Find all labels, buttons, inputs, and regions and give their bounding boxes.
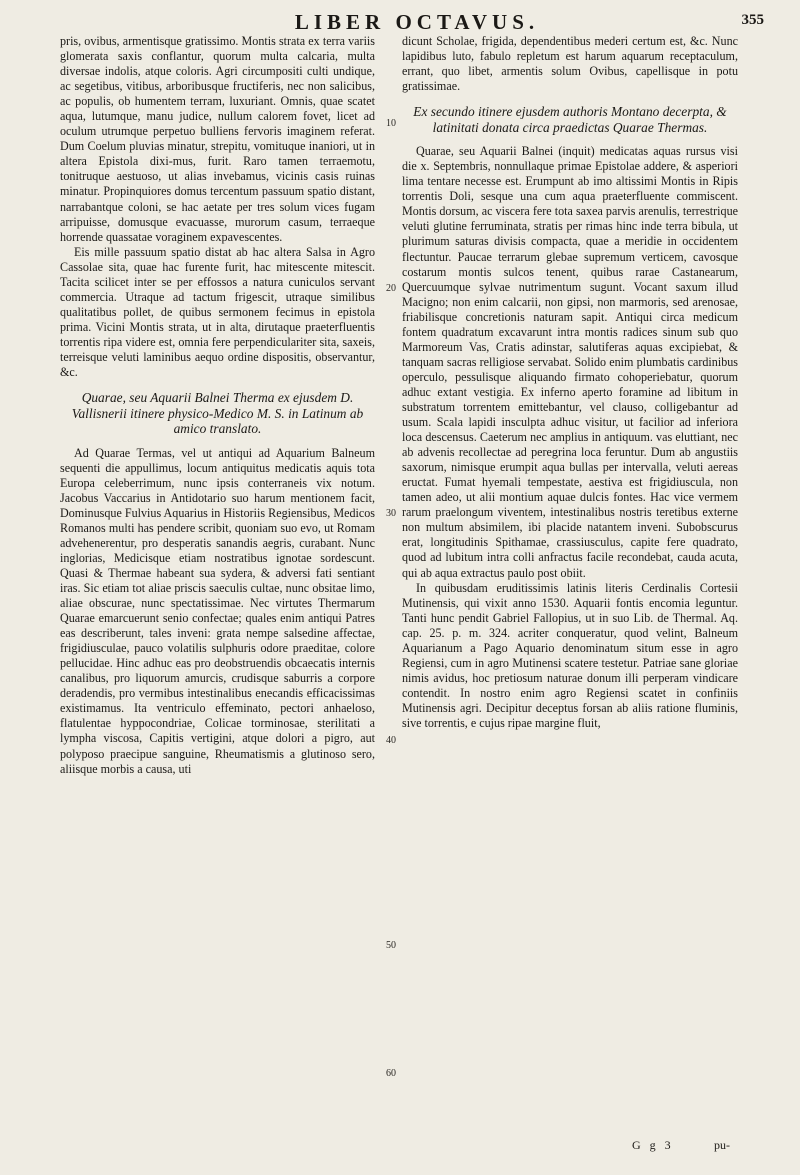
line-number: 10 [386,118,396,129]
catchword: pu- [714,1138,730,1152]
right-column [402,34,738,731]
right-paragraph-2: Quarae, seu Aquarii Balnei (inquit) medicatas aquas rursus visi die x. Septembris, nonnullaque primae Epistolae addere, & asperiori lima tentare necesse est. Erumpunt ab imo altissimi Montis in Ripis torrentis Doli, sesque una cum aqua praeterfluente commiscent. Montis dorsum, ac viscera fere tota saxea parvis arenulis, terrestrique veluti glutine ferruminata, stratis per rimas hinc inde terra bibula, ut plurimum saturas divisis compacta, quae a meridie in occidentem flectuntur. Paucae terrarum glebae supremum verticem, cavosque costarum montis sulcos tenent, quibus rarae Castanearum, Quercuumque sylvae nutrimentum sugunt. Vocant saxum illud Macigno; non enim calcarii, non gipsi, non marmoris, sed arenosae, friabilisque concretionis naturam sapit. Antiqui circa medicum fontem quadratum excavarunt intra montis radices sinum sub quo Marmoreum Vas, Cratis adinstar, salutiferas aquas excipiebat, & tanquam sacras relligiose servabat. Solido enim plumbatis cardinibus operculo, pessulisque aliquando firmato cohoperiebatur, quorum adhuc extant vestigia. Ex inferno aperto foramine ad libitum in substratum torrentem emittebantur, vel clauso, colligebantur ad usum. Scala lapidi insculpta adhuc visitur, ut facilior ad inferiora loca descensus. Caeterum nec amplius in antiquum. vas eluttiant, nec ab advenis recollectae ad peregrina loca feruntur. Dum ab angustiis saxorum, nimisque erumpit aqua bullas per intervalla, veluti aereas eructat. Fumat hyemali tempestate, aestiva est frigidiuscula, non tamen adeo, ut alii montium aquae dulcis fontes. Hac vice vermem rarum praelongum viventem, intestinalibus nostris teretibus externe non multum absimilem, ibi placide natantem inveni. Subobscurus erat, longitudinis Spithamae, crassiusculus, capite fere quadrato, quod ad lubitum intra colli anfractus facile recondebat, cauda acuta, qui ab aqua extractus paulo post obiit. [402,144,738,580]
line-number: 20 [386,283,396,294]
signature-mark: G g 3 [632,1138,674,1152]
right-paragraph-3: In quibusdam eruditissimis latinis literis Cerdinalis Cortesii Mutinensis, qui vixit anno 1530. Aquarii fontis encomia leguntur. Tanti hunc pendit Gabriel Fallopius, ut in suo Lib. de Thermal. Aq. cap. 25. p. m. 324. acriter conqueratur, quod velint, Balneum Aquarianum a Pago Aquario denominatum situm esse in agro Regiensi, cum in agro Mutinensi scatere testetur. Patriae sane gloriae nimis avidus, hoc pretiosum naturae donum illi perperam vindicare contendit. In nostro enim agro Regiensi scatet in confiniis Mutinensis agri. Decipitur deceptus forsan ab aliis ratione fluminis, sive torrentis, e cujus ripae margine fluit, [402,580,738,730]
line-number: 50 [386,940,396,951]
running-header [52,10,772,34]
line-number: 30 [386,508,396,519]
running-title: LIBER OCTAVUS. [294,10,540,34]
right-section-heading: Ex secundo itinere ejusdem authoris Montano decerpta, & latinitati donata circa praedictas Quarae Thermas. [413,104,727,135]
left-paragraph-1: pris, ovibus, armentisque gratissimo. Montis strata ex terra variis glomerata saxis conflantur, quorum multa calcaria, multa diversae indolis, atque coloris. Agri circumpositi culti undique, ac segetibus, vitibus, arboribusque fructiferis, nec non salicibus, ac populis, ob humentem terram, luxuriant. Omnis, quae scatet aqua, lutumque, manu judice, nullum calorem fovet, licet ad oculum utrumque perpetuo bulliens fervoris imaginem referat. Dum Coelum pluvias minatur, strepitu, vomituque inaniori, ut in altera Epistola dixi-mus, furit. Raro tamen terraemotu, tonitruque aestuoso, ut alias invebamus, vicinis casis ruinas minatur. Propinquiores domus tercentum passuum spatio distant, narrabantque coloni, se hac aetate per tres solum vices fugam arripuisse, domusque evacuasse, murorum casum, terraeque horrende quassatae voraginem expavescentes. [60,34,375,244]
left-paragraph-3: Ad Quarae Termas, vel ut antiqui ad Aquarium Balneum sequenti die appullimus, locum antiquitus medicatis aquis tota Europa celeberrimum, nunc ipsis conterraneis vix notum. Jacobus Vaccarius in Antidotario suo harum mentionem facit, Dominusque Fulvius Aquarius in Historiis Regiensibus, Medicos Romanos multi has pendere scribit, quoniam suo evo, ut Romam advehenerentur, pro desperatis sanandis aegris, curabant. Nunc inglorias, Medicisque etiam nostratibus ignotae sordescunt. Quasi & Thermae habeant sua sydera, & adversi fati sentiant iras. Sic etiam tot aliae priscis saeculis cultae, nunc obsitae limo, aliae obscurae, nunc spectatissimae. Nec virtutes Thermarum Quarae emarcuerunt senio confectae; quales enim antiqui Patres eas describerunt, tales inveni: grata nempe salsedine affectae, frigidiusculae, pauco volatilis sulphuris odore praeditae, colore pellucidae. Hinc adhuc eas pro deobstruendis obcaecatis internis canalibus, pro liquorum amurcis, crudisque saburris a corpore deradendis, pro vermibus intestinalibus enecandis efficacissimas existimamus. Ita ventriculo effeminato, pectori anhaelosо, flatulentae hyppocondriae, Colicae torminosae, sterilitati a lympha viscosa, Capitis vertigini, atque dolori a pigro, aut polyposo praecipue sanguine, Rheumatismis a glutinoso sero, aliisque morbis a causa, uti [60,445,375,776]
line-number: 60 [386,1068,396,1079]
page-number: 355 [741,12,764,28]
left-paragraph-2: Eis mille passuum spatio distat ab hac altera Salsa in Agro Cassolae sita, quae hac furente furit, hac mitescente mitescit. Tacita scilicet inter se per effossos a natura cuniculos servant commercia. Utraque ad tactum frigescit, utraque similibus qualitatibus pollet, de quibus sermonem fecimus in epistola prima. Vicini Montis strata, ut in alta, dirutaque praeterfluentis torrentis ripa videre est, omnia fere perpendiculariter sita, saxeis, terreisque veluti laminibus aequo ordine dispositis, observantur, &c. [60,244,375,380]
left-column [60,34,375,777]
left-section-heading: Quarae, seu Aquarii Balnei Therma ex ejusdem D. Vallisnerii itinere physico-Medico M. S. in Latinum ab amico translato. [71,390,364,437]
right-paragraph-1: dicunt Scholae, frigida, dependentibus mederi certum est, &c. Nunc lapidibus luto, fabulo repletum est harum aquarum receptaculum, errant, quo libet, armentis solum Ovibus, capellisque in potu gratissimae. [402,34,738,94]
line-number: 40 [386,735,396,746]
